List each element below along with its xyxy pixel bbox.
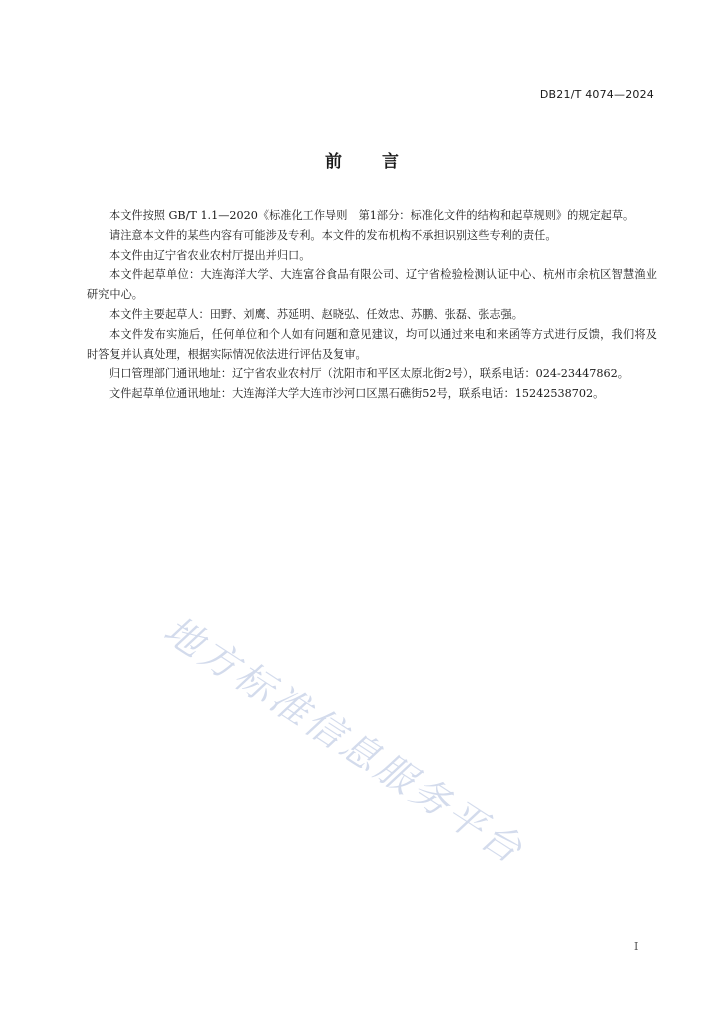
title-char-2: 言 bbox=[382, 152, 399, 172]
paragraph: 本文件按照 GB/T 1.1—2020《标准化工作导则 第1部分：标准化文件的结构和起草规则》的规定起草。 bbox=[109, 209, 635, 222]
paragraph: 文件起草单位通讯地址：大连海洋大学大连市沙河口区黑石礁街52号，联系电话：15242538702。 bbox=[109, 387, 605, 401]
title-char-1: 前 bbox=[325, 152, 342, 172]
paragraph: 归口管理部门通讯地址：辽宁省农业农村厅（沈阳市和平区太原北街2号），联系电话：024-23447862。 bbox=[109, 367, 629, 381]
paragraph: 本文件起草单位：大连海洋大学、大连富谷食品有限公司、辽宁省检验检测认证中心、杭州市余杭区智慧渔业研究中心。 bbox=[87, 268, 657, 302]
paragraph: 本文件发布实施后，任何单位和个人如有问题和意见建议，均可以通过来电和来函等方式进行反馈，我们将及时答复并认真处理，根据实际情况依法进行评估及复审。 bbox=[87, 327, 657, 361]
watermark-text: 地方标准信息服务平台 bbox=[156, 607, 533, 874]
page-title bbox=[0, 147, 724, 172]
paragraph: 请注意本文件的某些内容有可能涉及专利。本文件的发布机构不承担识别这些专利的责任。 bbox=[109, 228, 557, 242]
document-code: DB21/T 4074—2024 bbox=[539, 88, 654, 101]
foreword-body bbox=[87, 206, 657, 404]
paragraph: 本文件由辽宁省农业农村厅提出并归口。 bbox=[109, 248, 311, 262]
page-number: I bbox=[634, 940, 639, 953]
paragraph: 本文件主要起草人：田野、刘鹰、苏延明、赵晓弘、任效忠、苏鹏、张磊、张志强。 bbox=[109, 307, 523, 321]
